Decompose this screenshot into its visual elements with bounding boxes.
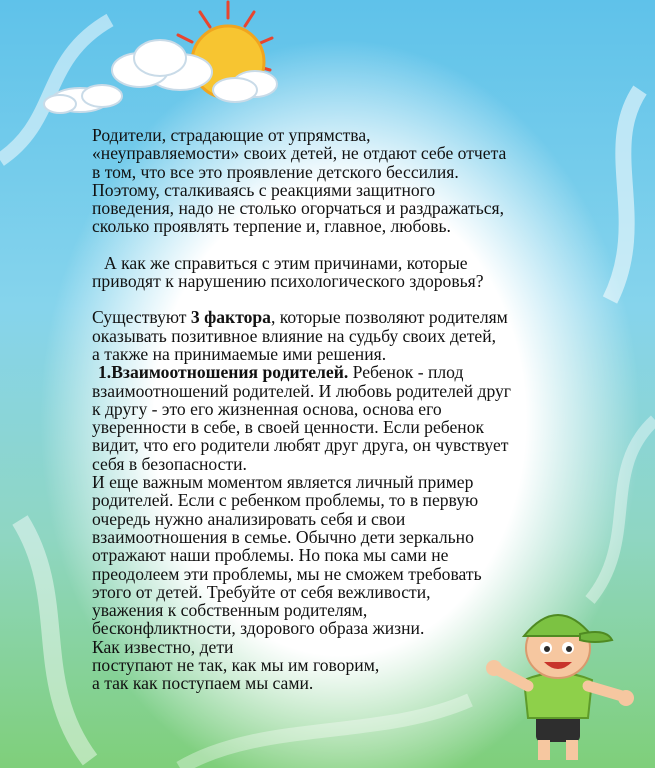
text-line: уверенности в себе, в своей ценности. Если ребенок [92, 417, 485, 438]
text-line: Поэтому, сталкиваясь с реакциями защитного [92, 179, 436, 200]
article-text [92, 126, 572, 693]
text-line: к другу - это его жизненная основа, основа его [92, 398, 442, 419]
spacer [92, 236, 572, 254]
question-line: А как же справиться с этим причинами, которые [104, 252, 468, 273]
text-line: И еще важным моментом является личный пример [92, 472, 474, 493]
text-line: бесконфликтности, здорового образа жизни. [92, 618, 425, 639]
text-line: поведения, надо не столько огорчаться и раздражаться, [92, 198, 505, 219]
text-line: «неуправляемости» своих детей, не отдают себе отчета [92, 143, 507, 164]
question-line: приводят к нарушению психологического здоровья? [92, 271, 484, 292]
text-line: преодолеем эти проблемы, мы не сможем требовать [92, 563, 482, 584]
text-line: в том, что все это проявление детского бессилия. [92, 161, 459, 182]
factors-line [92, 308, 572, 326]
sun-clouds-illustration [40, 0, 280, 125]
factors-bold: 3 фактора [190, 307, 271, 328]
text-line: поступают не так, как мы им говорим, [92, 655, 380, 676]
text-line: этого от детей. Требуйте от себя вежливости, [92, 581, 431, 602]
text-line: а так как поступаем мы сами. [92, 673, 314, 694]
spacer [92, 290, 572, 308]
text-line: родителей. Если с ребенком проблемы, то в первую [92, 490, 479, 511]
text-line: Родители, страдающие от упрямства, [92, 125, 371, 145]
text-line: очередь нужно анализировать себя и свои [92, 508, 406, 529]
text-line: взаимоотношений родителей. И любовь родителей друг [92, 380, 512, 401]
text-line: Как известно, дети [92, 636, 234, 657]
text-line: сколько проявлять терпение и, главное, любовь. [92, 216, 451, 237]
text-line: видит, что его родители любят друг друга, он чувствует [92, 435, 509, 456]
factors-rest: , которые позволяют родителям [270, 307, 508, 328]
point-heading-line [92, 363, 572, 381]
text-line: себя в безопасности. [92, 453, 247, 474]
text-line: взаимоотношения в семье. Обычно дети зеркально [92, 526, 474, 547]
text-line: отражают наши проблемы. Но пока мы сами не [92, 545, 449, 566]
point-heading: 1.Взаимоотношения родителей. [98, 362, 349, 383]
factors-line: оказывать позитивное влияние на судьбу своих детей, [92, 325, 497, 346]
factors-lead: Существуют [92, 307, 191, 328]
text-line: уважения к собственным родителям, [92, 600, 368, 621]
factors-line: а также на принимаемые ими решения. [92, 343, 387, 364]
point-heading-tail: Ребенок - плод [348, 362, 464, 383]
